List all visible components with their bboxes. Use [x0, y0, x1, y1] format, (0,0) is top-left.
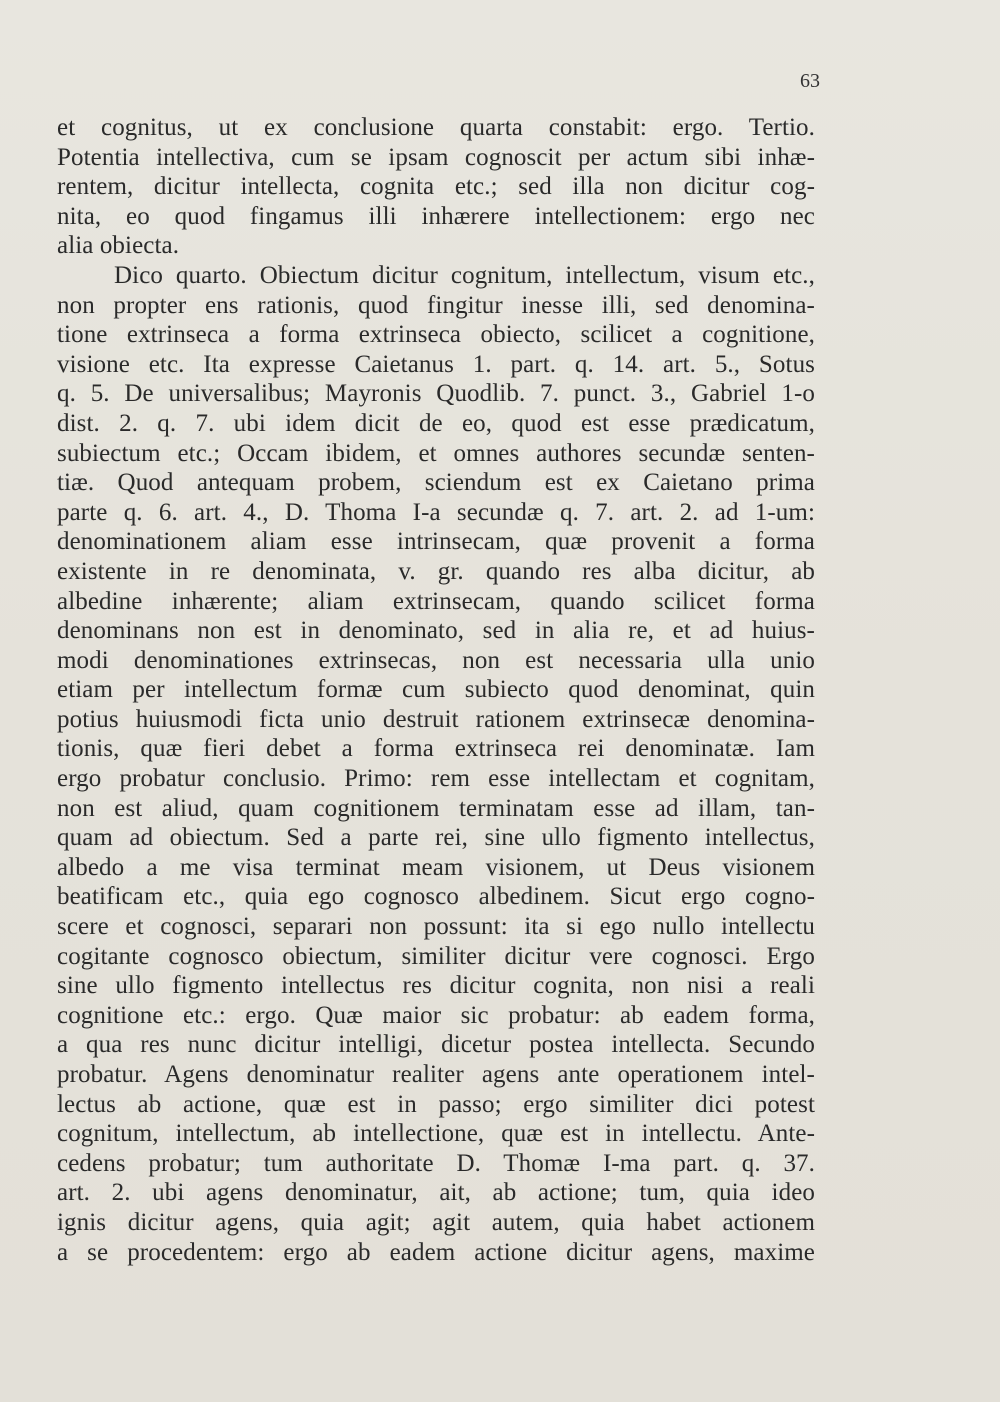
body-text — [57, 113, 815, 1267]
text-line: Potentia intellectiva, cum se ipsam cognoscit per actum sibi inhæ- — [57, 143, 815, 171]
page-number: 63 — [800, 70, 820, 92]
text-line: potius huiusmodi ficta unio destruit rationem extrinsecæ denomina- — [57, 705, 815, 733]
text-line: albedine inhærente; aliam extrinsecam, quando scilicet forma — [57, 587, 815, 615]
text-line: parte q. 6. art. 4., D. Thoma I-a secundæ q. 7. art. 2. ad 1-um: — [57, 498, 815, 526]
text-line: subiectum etc.; Occam ibidem, et omnes authores secundæ senten- — [57, 439, 815, 467]
text-line: alia obiecta. — [57, 232, 180, 260]
text-line: albedo a me visa terminat meam visionem, ut Deus visionem — [57, 853, 815, 881]
text-line: denominationem aliam esse intrinsecam, quæ provenit a forma — [57, 528, 815, 556]
text-line: art. 2. ubi agens denominatur, ait, ab actione; tum, quia ideo — [57, 1179, 815, 1207]
text-line: tione extrinseca a forma extrinseca obiecto, scilicet a cognitione, — [57, 321, 815, 349]
text-line: et cognitus, ut ex conclusione quarta constabit: ergo. Tertio. — [57, 114, 815, 141]
text-line: scere et cognosci, separari non possunt: ita si ego nullo intellectu — [57, 913, 815, 941]
text-line: cogitante cognosco obiectum, similiter dicitur vere cognosci. Ergo — [57, 942, 815, 970]
text-line: lectus ab actione, quæ est in passo; ergo similiter dici potest — [57, 1090, 815, 1118]
text-line: cedens probatur; tum authoritate D. Thomæ I-ma part. q. 37. — [57, 1149, 815, 1177]
text-line: beatificam etc., quia ego cognosco albedinem. Sicut ergo cogno- — [57, 883, 815, 911]
text-line: non est aliud, quam cognitionem terminatam esse ad illam, tan- — [57, 794, 815, 822]
text-line: visione etc. Ita expresse Caietanus 1. part. q. 14. art. 5., Sotus — [57, 350, 815, 378]
text-line: a se procedentem: ergo ab eadem actione dicitur agens, maxime — [57, 1238, 815, 1266]
text-line: sine ullo figmento intellectus res dicitur cognita, non nisi a reali — [57, 972, 815, 1000]
text-line: tionis, quæ fieri debet a forma extrinseca rei denominatæ. Iam — [57, 735, 815, 763]
text-line: dist. 2. q. 7. ubi idem dicit de eo, quod est esse prædicatum, — [57, 409, 815, 437]
text-line: modi denominationes extrinsecas, non est necessaria ulla unio — [57, 646, 815, 674]
text-line: a qua res nunc dicitur intelligi, dicetur postea intellecta. Secundo — [57, 1031, 815, 1059]
text-line: nita, eo quod fingamus illi inhærere intellectionem: ergo nec — [57, 202, 815, 230]
text-line: tiæ. Quod antequam probem, sciendum est ex Caietano prima — [57, 469, 815, 497]
text-line: Dico quarto. Obiectum dicitur cognitum, intellectum, visum etc., — [114, 261, 815, 289]
text-line: non propter ens rationis, quod fingitur inesse illi, sed denomina- — [57, 291, 815, 319]
text-line: rentem, dicitur intellecta, cognita etc.; sed illa non dicitur cog- — [57, 173, 815, 201]
text-line: probatur. Agens denominatur realiter agens ante operationem intel- — [57, 1061, 815, 1088]
text-line: cognitione etc.: ergo. Quæ maior sic probatur: ab eadem forma, — [57, 1001, 815, 1029]
text-line: q. 5. De universalibus; Mayronis Quodlib. 7. punct. 3., Gabriel 1-o — [57, 380, 815, 408]
text-line: existente in re denominata, v. gr. quando res alba dicitur, ab — [57, 557, 815, 585]
text-line: etiam per intellectum formæ cum subiecto quod denominat, quin — [57, 676, 815, 704]
text-line: denominans non est in denominato, sed in alia re, et ad huius- — [57, 617, 815, 645]
text-line: quam ad obiectum. Sed a parte rei, sine ullo figmento intellectus, — [57, 824, 815, 852]
text-line: ignis dicitur agens, quia agit; agit autem, quia habet actionem — [57, 1208, 815, 1236]
text-line: cognitum, intellectum, ab intellectione, quæ est in intellectu. Ante- — [57, 1120, 815, 1148]
text-line: ergo probatur conclusio. Primo: rem esse intellectam et cognitam, — [57, 765, 815, 793]
